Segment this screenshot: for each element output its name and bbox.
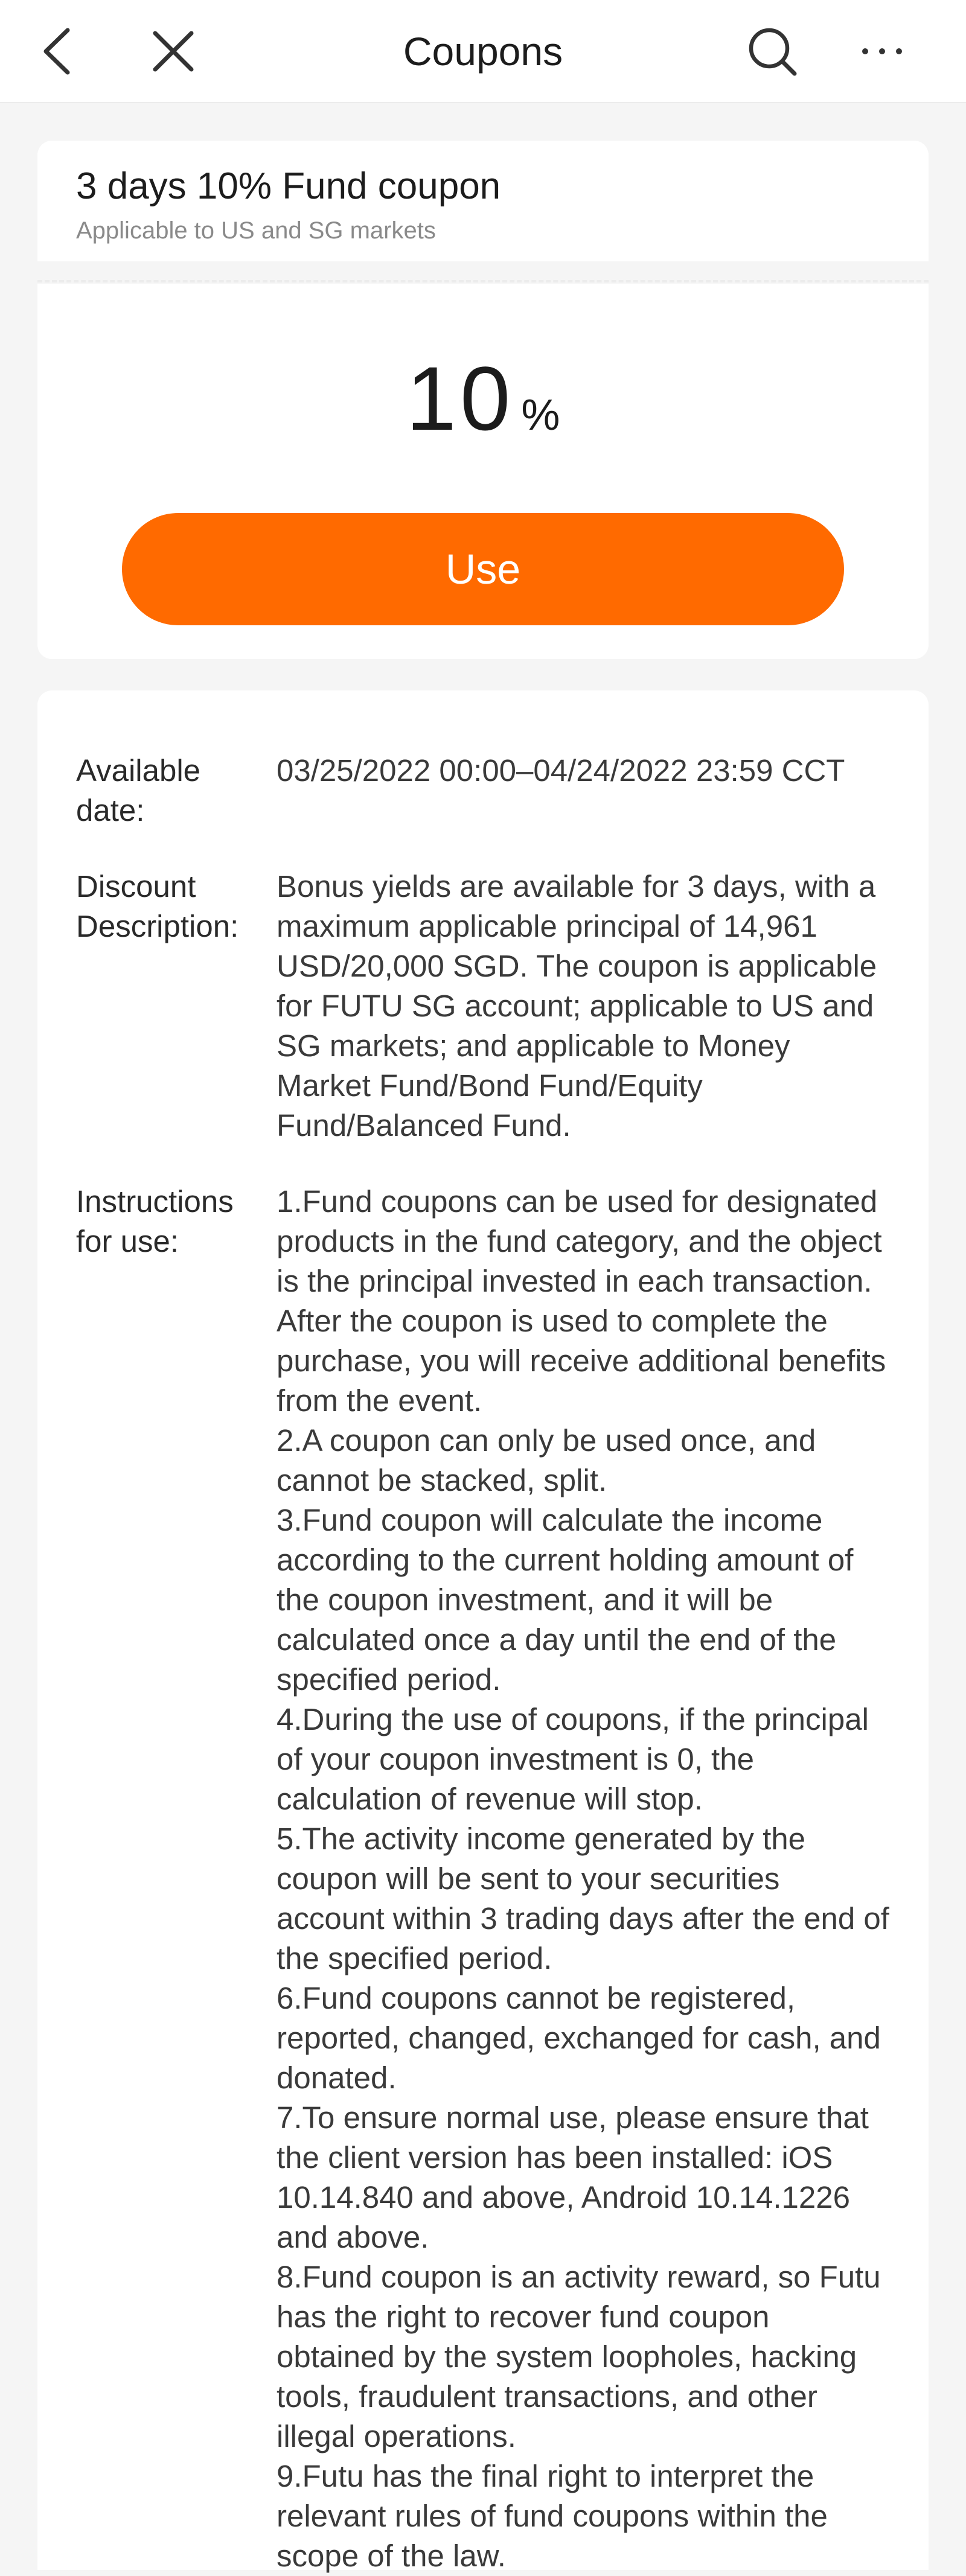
instruction-item: 1.Fund coupons can be used for designated products in the fund category, and the object is the principal invested in each transaction. After the coupon is used to complete the purchase, you will receive additional benefits from the event. [277, 1184, 886, 1418]
discount-description-row [76, 867, 892, 1146]
coupon-title: 3 days 10% Fund coupon [76, 165, 501, 207]
coupon-value [37, 350, 929, 447]
coupon-divider [37, 280, 929, 282]
coupon-subtitle: Applicable to US and SG markets [76, 217, 436, 244]
more-horizontal-icon [858, 42, 906, 60]
available-date-value: 03/25/2022 00:00–04/24/2022 23:59 CCT [277, 753, 845, 788]
instruction-item: 8.Fund coupon is an activity reward, so Futu has the right to recover fund coupon obtained by the system loopholes, hacking tools, fraudulent transactions, and other illegal operations. [277, 2260, 881, 2453]
instructions-list [277, 1182, 892, 2576]
coupon-value-unit: % [521, 391, 560, 439]
chevron-left-icon [36, 24, 78, 78]
coupon-value-number: 10 [406, 348, 514, 449]
coupon-header [37, 141, 929, 261]
more-button[interactable] [849, 18, 915, 84]
instruction-item: 2.A coupon can only be used once, and cannot be stacked, split. [277, 1423, 816, 1497]
instructions-label: Instructions for use: [76, 1184, 234, 1258]
available-date-label: Available date: [76, 753, 201, 827]
discount-description-label: Discount Description: [76, 869, 239, 943]
back-button[interactable] [24, 18, 91, 84]
available-date-row [76, 751, 892, 831]
top-navigation-bar [0, 0, 966, 103]
search-icon [745, 24, 799, 78]
coupon-body [37, 284, 929, 659]
instruction-item: 7.To ensure normal use, please ensure that the client version has been installed: iOS 10.14.840 and above, Android 10.14.1226 and above. [277, 2100, 869, 2254]
close-icon [149, 27, 197, 75]
discount-description-value: Bonus yields are available for 3 days, with a maximum applicable principal of 14,961 USD/20,000 SGD. The coupon is applicable for FUTU SG account; applicable to US and SG markets; and applicable to Money Market Fund/Bond Fund/Equity Fund/Balanced Fund. [277, 869, 877, 1143]
instruction-item: 3.Fund coupon will calculate the income according to the current holding amount of the coupon investment, and it will be calculated once a day until the end of the specified period. [277, 1503, 854, 1697]
use-button[interactable]: Use [122, 513, 844, 625]
close-button[interactable] [140, 18, 206, 84]
page-title: Coupons [403, 29, 563, 74]
instruction-item: 5.The activity income generated by the coupon will be sent to your securities account within 3 trading days after the end of the specified period. [277, 1822, 889, 1975]
search-button[interactable] [739, 18, 805, 84]
coupon-details [37, 690, 929, 2573]
instruction-item: 6.Fund coupons cannot be registered, reported, changed, exchanged for cash, and donated. [277, 1981, 881, 2095]
instruction-item: 9.Futu has the final right to interpret the relevant rules of fund coupons within the scope of the law. [277, 2459, 828, 2573]
instructions-row [76, 1182, 892, 2576]
instruction-item: 4.During the use of coupons, if the principal of your coupon investment is 0, the calculation of revenue will stop. [277, 1702, 869, 1816]
